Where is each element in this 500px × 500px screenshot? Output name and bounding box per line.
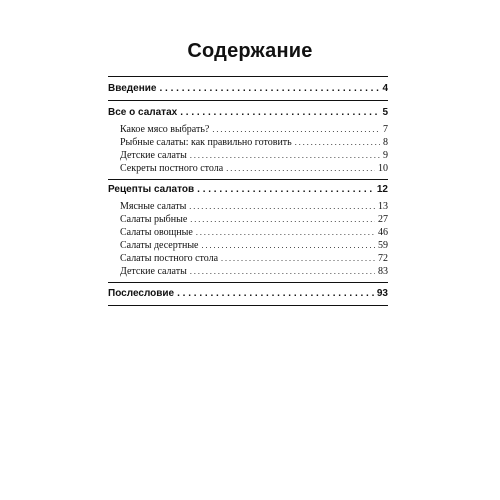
page-title: Содержание bbox=[187, 40, 313, 62]
dot-leader bbox=[159, 82, 379, 96]
page-number: 59 bbox=[378, 240, 388, 251]
toc-entry bbox=[108, 213, 388, 226]
page-number: 12 bbox=[376, 184, 388, 195]
toc-entry-main bbox=[108, 106, 388, 120]
divider bbox=[108, 305, 388, 306]
dot-leader bbox=[189, 200, 375, 213]
entry-label: Рыбные салаты: как правильно готовить bbox=[120, 137, 292, 148]
page-number: 10 bbox=[378, 163, 388, 174]
page-number: 7 bbox=[383, 124, 388, 135]
section-title: Послесловие bbox=[108, 288, 175, 299]
page-number: 93 bbox=[376, 288, 388, 299]
page-number: 4 bbox=[382, 83, 388, 94]
toc-section bbox=[108, 101, 388, 179]
toc-entry-main bbox=[108, 82, 388, 96]
page-number: 5 bbox=[382, 107, 388, 118]
page-number: 13 bbox=[378, 201, 388, 212]
toc-entry bbox=[108, 200, 388, 213]
toc-section bbox=[108, 283, 388, 305]
toc-entry-main bbox=[108, 287, 388, 301]
dot-leader bbox=[226, 162, 375, 175]
toc-entry bbox=[108, 123, 388, 136]
table-of-contents bbox=[108, 76, 388, 306]
entry-label: Секреты постного стола bbox=[120, 163, 224, 174]
dot-leader bbox=[177, 287, 374, 301]
page-number: 9 bbox=[383, 150, 388, 161]
entry-label: Салаты овощные bbox=[120, 227, 193, 238]
page-number: 83 bbox=[378, 266, 388, 277]
entry-label: Детские салаты bbox=[120, 150, 187, 161]
toc-section bbox=[108, 180, 388, 282]
toc-entry-main bbox=[108, 183, 388, 197]
dot-leader bbox=[196, 226, 375, 239]
toc-section bbox=[108, 77, 388, 100]
toc-entry bbox=[108, 136, 388, 149]
dot-leader bbox=[190, 213, 375, 226]
dot-leader bbox=[180, 106, 379, 120]
entry-label: Детские салаты bbox=[120, 266, 187, 277]
entry-label: Мясные салаты bbox=[120, 201, 187, 212]
section-title: Рецепты салатов bbox=[108, 184, 195, 195]
dot-leader bbox=[221, 252, 375, 265]
dot-leader bbox=[212, 123, 380, 136]
dot-leader bbox=[190, 265, 375, 278]
page-number: 72 bbox=[378, 253, 388, 264]
toc-entry bbox=[108, 239, 388, 252]
entry-label: Салаты десертные bbox=[120, 240, 199, 251]
dot-leader bbox=[197, 183, 374, 197]
toc-entry bbox=[108, 226, 388, 239]
dot-leader bbox=[201, 239, 375, 252]
section-title: Все о салатах bbox=[108, 107, 178, 118]
entry-label: Салаты рыбные bbox=[120, 214, 188, 225]
dot-leader bbox=[190, 149, 380, 162]
page-number: 8 bbox=[383, 137, 388, 148]
entry-label: Салаты постного стола bbox=[120, 253, 219, 264]
toc-entry bbox=[108, 252, 388, 265]
toc-entry bbox=[108, 149, 388, 162]
dot-leader bbox=[295, 136, 380, 149]
page-number: 27 bbox=[378, 214, 388, 225]
toc-entry bbox=[108, 162, 388, 175]
section-title: Введение bbox=[108, 83, 157, 94]
page-number: 46 bbox=[378, 227, 388, 238]
toc-entry bbox=[108, 265, 388, 278]
entry-label: Какое мясо выбрать? bbox=[120, 124, 210, 135]
